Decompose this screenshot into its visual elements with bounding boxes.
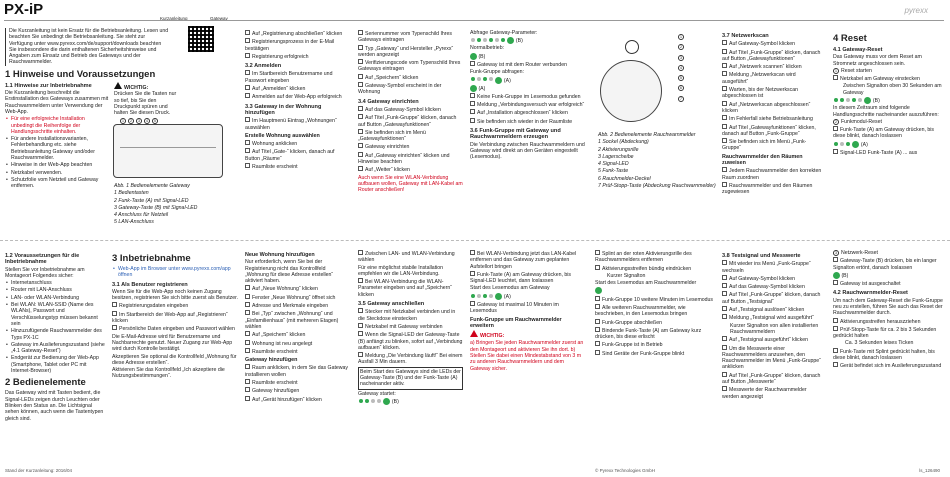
plug-step-4: Meldung „Die Verbindung läuft!“ Bei einem Ausfall 3 Min dauern.: [358, 353, 463, 366]
apartment-step-3: Raumliste erscheint: [252, 164, 298, 171]
new-apt-step-4: Bei „Typ“ zwischen „Wohnung“ und „Einfamilienhaus“ (mit mehreren Etagen) wählen: [245, 311, 339, 330]
detector-callouts: 1 2 3 4 5 6 7: [678, 34, 692, 102]
apartment-step-1: Wohnung anklicken: [252, 141, 298, 148]
warning-text: Drücken Sie die Tasten nur so tief, bis Sie den Druckpunkt spüren und halten Sie diesen Druck.: [114, 91, 177, 117]
footer-docid: ls_126490: [919, 468, 940, 473]
register-note-3: Aktivieren Sie das Kontrollfeld „Ich akzeptiere die Nutzungsbestimmungen“.: [112, 367, 225, 380]
figure-1-caption-area: [114, 183, 224, 227]
test-step-10: Auf Titel „Funk-Gruppe“ klicken, danach auf Button „Messwerte“: [722, 372, 821, 386]
detector-reset-2: Prüf-Stopp-Taste für ca. 2 bis 3 Sekunden gedrückt halten: [833, 326, 937, 340]
legend2-3: 3 Lagerscheibe: [598, 153, 634, 160]
login-step-2: Auf „Anmelden“ klicken: [252, 86, 306, 93]
gw-step-1: Raum anklicken, in dem Sie das Gateway installieren wollen: [245, 365, 349, 378]
section-3-8-heading: 3.8 Testsignal und Messwerte: [722, 253, 801, 259]
detector-step-8: Bindende Funk-Taste (A) am Gateway kurz drücken, bis diese erlischt: [595, 327, 702, 341]
section-3-heading: 3 Inbetriebnahme: [112, 253, 191, 264]
legend-4: 4 Anschluss für Netzteil: [114, 212, 169, 219]
section-1-1-text: Die Kurzanleitung beschreibt die Erstinstallation des Gateways zusammen mit Rauchwarnmeldern unter Verwendung der Web-App.: [5, 90, 109, 115]
assign-step-2: Rauchwarnmelder und den Räumen zugewiesen: [722, 182, 813, 196]
bullet-order: • Für eine erfolgreiche Installation unbedingt die Reihenfolge der Handlungsschritte einhalten.: [11, 116, 109, 135]
detector-reset-5: Gerät befindet sich im Auslieferungszustand: [840, 363, 942, 370]
new-apt-step-5: Auf „Speichern“ klicken: [252, 332, 306, 339]
add-apartment-heading: Neue Wohnung hinzufügen: [245, 252, 315, 258]
bullet-foil: • Schutzfolie vom Netzteil und Gateway entfernen.: [11, 177, 109, 190]
scan-step-9: Sie befinden sich im Menü „Funk-Gruppe“: [722, 139, 807, 152]
detector-led-icon: [595, 287, 602, 294]
detector-ring: [625, 40, 639, 54]
reset-led-b-icon: [864, 97, 871, 104]
section-4-1-heading: 4.1 Gateway-Reset: [833, 47, 883, 53]
add-apartment-text: Nur erforderlich, wenn Sie bei der Registrierung nicht das Kontrollfeld „Wohnung für diese Adresse erstellen“ aktiviert haben.: [245, 259, 334, 285]
plug-step-2: Netzkabel mit Gateway verbinden: [365, 323, 443, 330]
param-query: Abfrage Gateway-Parameter:: [470, 30, 538, 36]
product-logo: PX-iP: [4, 1, 44, 18]
req-router: • Router mit LAN-Anschluss: [11, 287, 105, 293]
step-finish-registration: Auf „Registrierung abschließen“ klicken: [252, 31, 343, 37]
assign-step-1: Jedem Rauchwarnmelder den korrekten Raum zuordnen: [722, 168, 822, 181]
new-apt-step-6: Wohnung ist neu angelegt: [252, 340, 313, 347]
register-step-1: Registrierungsdaten eingeben: [119, 303, 189, 310]
reset-led-b-icon-2: [833, 272, 840, 279]
test-step-5: Auf „Testsignal auslösen“ klicken: [729, 307, 805, 314]
section-1-1-heading: 1.1 Hinweise zur Inbetriebnahme: [5, 82, 92, 89]
register-step-2: Im Startbereich der Web-App auf „Registrieren“ klicken: [112, 311, 228, 325]
column-1-bottom: [5, 250, 105, 423]
qr-code: [188, 26, 214, 52]
new-apt-step-1: Auf „Neue Wohnung“ klicken: [252, 286, 318, 293]
register-note-2: Akzeptieren Sie optional die Kontrollfeld „Wohnung für diese Adresse erstellen“.: [112, 353, 237, 366]
detector-step-2: Aktivierungsstreifen bündig eindrücken: [602, 265, 692, 272]
figure-2-caption-area: [598, 132, 716, 190]
bullet-variants: • Für andere Installationsvarianten, Fehlerbehandlung etc. siehe Betriebsanleitung Gateway und/oder Rauchwarnmelder.: [11, 136, 109, 161]
test-step-2: Auf Gateway-Symbol klicken: [729, 275, 796, 282]
normal-operation: Normalbetrieb:: [470, 45, 505, 52]
lan-warning: Auch wenn Sie eine WLAN-Verbindung aufbauen wollen, Gateway mit LAN-Kabel am Router anschließen!: [358, 174, 463, 194]
req-wlan: • Bei WLAN: WLAN-SSID (Name des WLANs), Passwort und Verschlüsselungstyp müssen bekannt sein: [11, 302, 105, 327]
login-step-3: Anmelden auf der Web-App erfolgreich: [252, 94, 342, 101]
legend2-1: 1 Sockel (Abdeckung): [598, 139, 649, 146]
reset-step-7: Signal-LED Funk-Taste (A) ... aus: [840, 149, 918, 156]
column-3b-bottom: Zwischen LAN- und WLAN-Verbindung wählen Für eine möglichst stabile Installation empfehlen wir die LAN-Verbindung. Bei WLAN-Verbindung die WLAN-Parameter eingeben und auf „Speichern“ klicken 3.5 Gateway anschließen Stecker mit Netzkabel verbinden und in die Steckdose einstecken Netzkabel mit Gateway verbinden Wenn die Signal-LED der Gateway-Taste (B) anfängt zu blinken, sofort auf „Verbindung aufbauen“ klicken. Meldung „Die Verbindung läuft!“ Bei einem Ausfall 3 Min dauern. Beim Start des Gateways sind die LEDs der Gateway-Taste (B) und der Funk-Taste (A) nacheinander aktiv. Gateway startet: (B): [358, 251, 463, 405]
radio-group-query: Funk-Gruppe abfragen:: [470, 69, 524, 76]
detector-reset-1: Aktivierungsstreifen herauszziehen: [840, 318, 921, 325]
legend2-7: 7 Prüf-Stopp-Taste (Abdeckung Rauchwarnmelder): [598, 183, 716, 190]
legend-1: 1 Bedientasten: [114, 190, 149, 197]
section-4-heading: 4 Reset: [833, 33, 867, 44]
setup-step-3: Sie befinden sich im Menü „Gatewayfunktionen“: [358, 129, 426, 143]
section-4-2-heading: 4.2 Rauchwarnmelder-Reset: [833, 290, 908, 297]
scan-step-1: Auf Gateway-Symbol klicken: [729, 41, 796, 48]
column-6-bottom: 3 Netzwerk-Reset Gateway-Taste (B) drücken, bis ein langer Signalton ertönt, danach loslassen (B) Gateway ist ausgeschaltet 4.2 Rauchwarnmelder-Reset Um nach dem Gateway-Reset die Funk-Gruppe neu zu erstellen, führen Sie auch das Reset der Rauchwarnmelder durch. Aktivierungsstreifen herauszziehen Prüf-Stopp-Taste für ca. 2 bis 3 Sekunden gedrückt halten Ca. 3 Sekunden leises Ticken Funk-Taste mit Splint gedrückt halten, bis diese blinkt, danach loslassen Gerät befindet sich im Auslieferungszustand: [833, 250, 943, 370]
gateway-starts: Gateway startet:: [358, 390, 396, 397]
legend2-5: 5 Funk-Taste: [598, 168, 629, 175]
section-1-2-text: Stellen Sie vor Inbetriebnahme am Montageort Folgendes sicher:: [5, 266, 85, 279]
detector-step-1: Splint an der roten Aktivierungsrille des Rauchwarnmelders entfernen: [595, 251, 692, 264]
column-4-top: Abfrage Gateway-Parameter: (B) Normalbetrieb: (B) Gateway ist mit dem Router verbunden Funk-Gruppe abfragen: (A) (A) Keine Funk-Gruppe im Lesemodus gefunden Meldung „Verbindungsversuch war erfolgreich“ Auf „Installation abgeschlossen“ klicken Sie befinden sich wieder in der Raumliste 3.6 Funk-Gruppe mit Gateway und Rauchwarnmeldern erzeugen Die Verbindung zwischen Rauchwarnmeldern und Gateway wird direkt an den Geräten eingestellt (Lesemodus).: [470, 30, 590, 162]
detector-step-9: Funk-Gruppe ist in Betrieb: [602, 342, 663, 349]
section-4-2-text: Um nach dem Gateway-Reset die Funk-Gruppe neu zu erstellen, führen Sie auch das Reset der Rauchwarnmelder durch.: [833, 297, 943, 317]
reset-step-1: Reset starten: [841, 67, 872, 74]
verify-step: Verifizierungscode vom Typenschild Ihres Gateways eintragen: [358, 60, 461, 73]
fold-line: [0, 240, 950, 241]
step-registration-ok: Registrierung erfolgreich: [252, 53, 309, 60]
legend-2: 2 Funk-Taste (A) mit Signal-LED: [114, 197, 189, 204]
warning-box: [114, 82, 180, 116]
setup-step-2: Auf Titel „Funk-Gruppe“ klicken, danach auf Button „Gatewayfunktionen“: [358, 115, 457, 128]
section-3-1-heading: 3.1 Als Benutzer registrieren: [112, 281, 188, 288]
plug-step-1: Stecker mit Netzkabel verbinden und in die Steckdose einstecken: [358, 309, 456, 322]
save-step: Auf „Speichern“ klicken: [365, 74, 419, 81]
figure-callouts: 1 2 3 4 5: [120, 118, 220, 124]
webapp-link[interactable]: • Web-App im Browser unter www.pyrexx.com/app öffnen: [118, 266, 238, 279]
header-subtitle-right: Gateway: [210, 16, 228, 21]
bullet-webapp: • Hinweise in der Web-App beachten: [11, 162, 181, 168]
led-b-icon-1: [507, 37, 514, 44]
section-1-heading: 1 Hinweise und Voraussetzungen: [5, 68, 156, 80]
legend-5: 5 LAN-Anschluss: [114, 219, 154, 226]
reset-step-6: Funk-Taste (A) am Gateway drücken, bis diese blinkt, danach loslassen: [833, 127, 934, 140]
led-note: Beim Start des Gateways sind die LEDs der Gateway-Taste (B) und der Funk-Taste (A) nacheinander aktiv.: [358, 367, 463, 390]
register-note-1: Die E-Mail-Adresse wird für Benutzername und Nachbarrechte genutzt. Neuer Zugang zur Web-App wird durch Kontrolle bestätigt.: [112, 333, 233, 353]
warning-2-text: a) Bringen Sie jeden Rauchwarnmelder zuerst an den Montageort und aktivieren Sie ihn dort. b) Stellen Sie dabei einen Mindestabstand von 3 m zu anderen Rauchwarnmeldern und dem Gateway sicher.: [470, 340, 584, 372]
test-step-3: Auf das Gateway-Symbol klicken: [729, 284, 805, 291]
reset-led-a-icon: [852, 141, 859, 148]
apartment-step-2: Auf Titel „Gate-“ klicken, danach auf Button „Räume“: [245, 149, 335, 162]
reset-step-5: Funkmodul-Reset: [841, 118, 882, 125]
column-5-bottom: [722, 250, 822, 401]
led-b-icon: [383, 398, 390, 405]
column-5-top: [722, 30, 822, 197]
section-3-6-heading: 3.6 Funk-Gruppe mit Gateway und Rauchwarnmeldern erzeugen: [470, 128, 561, 141]
test-step-1: Mit wieder ins Menü „Funk-Gruppe“ wechseln: [722, 261, 811, 274]
setup-step-1: Auf das Gateway-Symbol klicken: [365, 106, 441, 113]
no-radio-group: Keine Funk-Gruppe im Lesemodus gefunden: [477, 93, 581, 100]
warning-2-title: WICHTIG:: [480, 333, 505, 340]
detector-reset-4: Funk-Taste mit Splint gedrückt halten, bis diese blinkt, danach loslassen: [833, 348, 935, 362]
scan-step-6: Auf „Netzwerkscan abgeschlossen“ klicken: [722, 101, 811, 114]
section-3-3-heading: 3.3 Gateway in der Wohnung hinzufügen: [245, 103, 322, 116]
detector-step-3: Kurzer Signalton: [607, 272, 646, 279]
test-step-4: Auf Titel „Funk-Gruppe“ klicken, danach auf Button „Testsignal“: [722, 292, 821, 305]
test-step-7: Kurzer Signalton von allen installierten Rauchwarnmeldern: [730, 322, 819, 335]
setup-step-4: Gateway einrichten: [365, 144, 410, 151]
step-confirm-email: Registrierungsprozess in der E-Mail bestätigen: [245, 39, 335, 52]
gw-step-3: Gateway hinzufügen: [252, 388, 300, 395]
test-step-9: Um die Messwerte einer Rauchwarnmelders anzusehen, den Rauchwarnmelder im Menü „Funk-Gruppe“ anklicken: [722, 345, 821, 371]
column-3-bottom: [245, 250, 350, 404]
led-a-icon-3: [495, 293, 502, 300]
legend-3: 3 Gateway-Taste (B) mit Signal-LED: [114, 204, 198, 211]
router-connected: Gateway ist mit dem Router verbunden: [477, 61, 567, 68]
req-device: • Endgerät zur Bedienung der Web-App (Smartphone, Tablet oder PC mit Internet-Browser): [11, 355, 105, 374]
pair-step-4: Gateway ist maximal 10 Minuten im Lesemodus: [470, 301, 559, 315]
column-3-top: [358, 30, 463, 195]
req-detectors: • Hinzuzufügende Rauchwarnmelder des Typs PX-1C: [11, 328, 105, 341]
gw-step-4: Auf „Gerät hinzufügen“ klicken: [252, 396, 322, 403]
column-2-bottom: [112, 250, 238, 381]
legend2-6: 6 Rauchmelder-Deckel: [598, 175, 651, 182]
led-a-icon-1: [495, 77, 502, 84]
smoke-detector-illustration: [600, 60, 662, 122]
reset-step-9: Gateway-Taste (B) drücken, bis ein langer Signalton ertönt, danach loslassen: [833, 258, 937, 271]
new-apt-step-3: Adresse und Merkmale eingeben: [252, 303, 329, 310]
conn-note: Für eine möglichst stabile Installation empfehlen wir die LAN-Verbindung.: [358, 264, 444, 277]
section-2-text: Das Gateway wird mit Tasten bedient, die Signal-LEDs zeigen durch Leuchten oder Blinken den Status an. Die Lichtsignal sehen können, auch wenn die Tastentypen gleich sind.: [5, 390, 104, 422]
detector-step-5: Funk-Gruppe 10 weitere Minuten im Lesemodus: [602, 296, 714, 303]
section-3-2-heading: 3.2 Anmelden: [245, 63, 282, 70]
assign-rooms-heading: Rauchwarnmelder den Räumen zuweisen: [722, 153, 803, 167]
brand-logo: pyrexx: [904, 6, 928, 15]
detector-step-4: Start des Lesemodus am Rauchwarnmelder: [595, 280, 697, 287]
column-6-top: 4 Reset 4.1 Gateway-Reset Das Gateway muss vor dem Reset am Stromnetz angeschlossen sein. 1 Reset starten Netzkabel am Gateway einstecken Zwischen Signalton oben 30 Sekunden am Gateway (B) In diesem Zeitraum sind folgende Handlungsschritte nacheinander auszuführen: 2 Funkmodul-Reset Funk-Taste (A) am Gateway drücken, bis diese blinkt, danach loslassen (A) Signal-LED Funk-Taste (A) ... aus: [833, 33, 942, 156]
bullet-cable: • Netzkabel verwenden.: [11, 170, 181, 176]
led-b-icon-2: [470, 53, 477, 60]
section-3-6-text: Die Verbindung zwischen Rauchwarnmeldern und Gateway wird direkt an den Geräten eingestellt (Lesemodus).: [470, 141, 585, 161]
conn-step-1: Zwischen LAN- und WLAN-Verbindung wählen: [358, 251, 455, 264]
figure-2-caption: Abb. 2 Bedienelemente Rauchwarnmelder: [598, 132, 696, 138]
section-1-2-heading: 1.2 Voraussetzungen für die Inbetriebnahme: [5, 253, 80, 266]
section-3-4-heading: 3.4 Gateway einrichten: [358, 98, 419, 105]
new-apt-step-2: Fenster „Neue Wohnung“ öffnet sich: [252, 294, 336, 301]
install-done: Auf „Installation abgeschlossen“ klicken: [477, 110, 568, 117]
reset-step-8: Netzwerk-Reset: [841, 250, 878, 256]
section-4-1-text: Das Gateway muss vor dem Reset am Stromnetz angeschlossen sein.: [833, 54, 922, 67]
figure-1-caption: Abb. 1 Bedienelemente Gateway: [114, 183, 190, 189]
register-step-3: Persönliche Daten eingeben und Passwort wählen: [119, 326, 235, 333]
reset-step-3: Zwischen Signalton oben 30 Sekunden am Gateway: [843, 83, 942, 96]
scan-step-2: Auf Titel „Funk-Gruppe“ klicken, danach auf Button „Gatewayfunktionen“: [722, 49, 821, 62]
login-step-1: Im Startbereich Benutzername und Passwort eingeben: [245, 71, 333, 84]
section-2-heading: 2 Bedienelemente: [5, 377, 86, 389]
pair-step-3: Start des Lesemodus am Gateway: [470, 285, 550, 292]
intro-text: Die Kurzanleitung ist kein Ersatz für die Betriebsanleitung. Lesen und beachten Sie unbedingt die Betriebsanleitung. Sie steht zur Verfügung unter www.pyrexx.com/de/support/downloads beachten Sie insbesondere die darin enthaltenen Sicherheitshinweise und Angaben zum Einsatz und Betrieb des Gateways und der Rauchwarnmelder.: [5, 28, 169, 66]
footer-date: Stand der Kurzanleitung: 2016/04: [5, 468, 73, 473]
add-gateway-heading: Gateway hinzufügen: [245, 357, 298, 364]
req-lan: • LAN- oder WLAN-Verbindung: [11, 295, 105, 301]
column-4b-bottom: [595, 250, 713, 358]
detector-step-10: Sind Geräte der Funk-Gruppe blinkt: [602, 350, 685, 357]
extend-group-heading: Funk-Gruppe um Rauchwarnmelder erweitern: [470, 316, 562, 329]
test-step-8: Auf „Testsignal ausgeführt“ klicken: [729, 337, 809, 344]
column-2-top: [245, 30, 345, 171]
detector-reset-3: Ca. 3 Sekunden leises Ticken: [845, 340, 914, 347]
header-rule: [4, 20, 944, 21]
scan-step-7: Im Fehlerfall siehe Betriebsanleitung: [729, 116, 813, 123]
plug-step-3: Wenn die Signal-LED der Gateway-Taste (B) anfängt zu blinken, sofort auf „Verbindung aufbauen“ klicken.: [358, 332, 463, 351]
section-3-1-text: Wenn Sie für die Web-App noch keinen Zugang besitzen, registrieren Sie sich bitte zuerst als Benutzer.: [112, 288, 239, 302]
scan-step-5: Warten, bis der Netzwerkscan abgeschlossen ist: [722, 87, 798, 100]
legend2-2: 2 Aktivierungsrille: [598, 146, 639, 153]
gateway-symbol-step: Gateway-Symbol erscheint in der Wohnung: [358, 83, 442, 96]
reset-step-2: Netzkabel am Gateway einstecken: [840, 76, 920, 83]
scan-step-4: Meldung „Netzwerkscan wird ausgeführt“: [722, 72, 796, 85]
setup-step-6: Auf „Weiter“ klicken: [365, 167, 410, 174]
type-step: Typ „Gateway“ und Hersteller „Pyrexx“ werden angezeigt: [358, 45, 454, 58]
conn-step-2: Bei WLAN-Verbindung die WLAN-Parameter eingeben und auf „Speichern“ klicken: [358, 279, 453, 298]
connection-ok: Meldung „Verbindungsversuch war erfolgreich“: [477, 102, 585, 109]
reset-step-10: Gateway ist ausgeschaltet: [840, 281, 901, 288]
req-delivery-state: • Gateway im Auslieferungszustand (siehe „4.1 Gateway-Reset“): [11, 342, 105, 355]
section-3-5-heading: 3.5 Gateway anschließen: [358, 301, 425, 308]
pair-step-2: Funk-Taste (A) am Gateway drücken, bis Signal-LED leuchtet, dann loslassen: [470, 271, 571, 285]
section-3-7-heading: 3.7 Netzwerkscan: [722, 33, 769, 39]
gateway-illustration: [113, 124, 223, 178]
reset-step-4: In diesem Zeitraum sind folgende Handlungsschritte nacheinander auszuführen:: [833, 105, 939, 118]
warning-title: WICHTIG:: [124, 85, 149, 91]
detector-step-6: Alle weiteren Rauchwarnmelder, wie beschrieben, in den Lesemodus bringen: [595, 304, 688, 318]
back-in-roomlist: Sie befinden sich wieder in der Raumliste: [477, 118, 573, 125]
scan-step-3: Auf „Netzwerk scannen“ klicken: [729, 64, 802, 71]
scan-step-8: Auf Titel „Gatewayfunktionen“ klicken, danach auf Button „Funk-Gruppe“: [722, 124, 816, 137]
menu-step: Im Hauptmenü Eintrag „Wohnungen“ auswählen: [245, 118, 337, 131]
gw-step-2: Raumliste erscheint: [252, 380, 298, 387]
setup-step-5: Auf „Gateway einrichten“ klicken und Hinweise beachten: [358, 152, 450, 166]
warning-icon: [114, 82, 122, 89]
new-apt-step-7: Raumliste erscheint: [252, 348, 298, 355]
serial-step: Seriennummer vom Typenschild Ihres Gateways eintragen: [358, 31, 452, 44]
footer-copyright: © Pyrexx Technologies GmbH: [595, 468, 656, 473]
first-apartment-heading: Erstelle Wohnung auswählen: [245, 132, 320, 139]
header-subtitle-left: Kurzanleitung: [160, 16, 188, 21]
led-a-icon-2: [470, 85, 477, 92]
pair-step-1: Bei WLAN-Verbindung jetzt das LAN-Kabel entfernen und das Gateway zum geplanten Aufstellort bringen: [470, 251, 577, 270]
req-internet: • Internetanschluss: [11, 280, 105, 286]
legend2-4: 4 Signal-LED: [598, 161, 629, 168]
detector-step-7: Funk-Gruppe abschließen: [602, 319, 662, 326]
test-step-11: Messwerte der Rauchwarnmelder werden angezeigt: [722, 387, 807, 400]
column-4-bottom: Bei WLAN-Verbindung jetzt das LAN-Kabel entfernen und das Gateway zum geplanten Aufstellort bringen Funk-Taste (A) am Gateway drücken, bis Signal-LED leuchtet, dann loslassen Start des Lesemodus am Gateway (A) Gateway ist maximal 10 Minuten im Lesemodus Funk-Gruppe um Rauchwarnmelder erweitern WICHTIG: a) Bringen Sie jeden Rauchwarnmelder zuerst an den Montageort und aktivieren Sie ihn dort. b) Stellen Sie dabei einen Mindestabstand von 3 m zu anderen Rauchwarnmeldern und dem Gateway sicher.: [470, 251, 584, 372]
test-step-6: Meldung „Testsignal wird ausgeführt“: [729, 315, 814, 322]
